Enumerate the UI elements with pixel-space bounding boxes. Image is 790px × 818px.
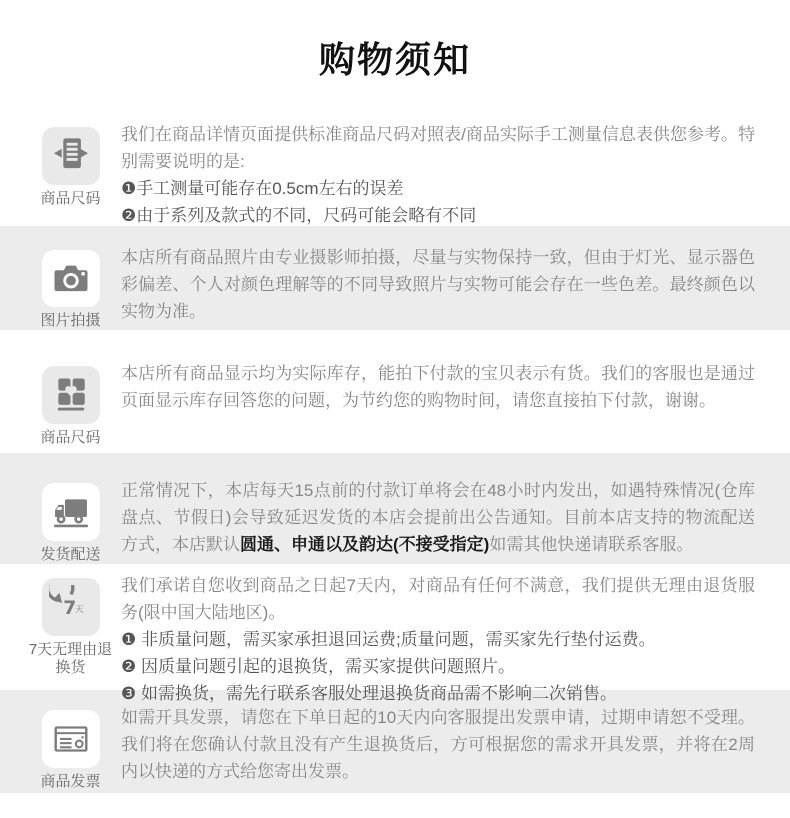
section-paragraph: 如需开具发票，请您在下单日起的10天内向客服提出发票申请，过期申请恕不受理。我们将在您确认付款且没有产生退换货后，方可根据您的需求开具发票，并将在2周内以快递的方式给您寄出发票。 [121, 708, 755, 781]
seven-day-return-icon [42, 578, 100, 636]
bullet-item: ❷ 因质量问题引起的退换货，需买家提供问题照片。 [121, 657, 515, 676]
bullet-item: ❸ 如需换货，需先行联系客服处理退换货商品需不影响二次销售。 [121, 684, 617, 703]
section-return-policy [0, 564, 790, 703]
section-label: 图片拍摄 [40, 312, 101, 329]
delivery-truck-icon [42, 483, 100, 541]
seven-icon-number: 7 [62, 598, 76, 620]
section-label: 商品尺码 [40, 190, 101, 207]
section-paragraph: 我们在商品详情页面提供标准商品尺码对照表/商品实际手工测量信息表供您参考。特别需要说明的是: [121, 125, 755, 171]
stock-box-icon [42, 366, 100, 424]
section-label: 7天无理由退换货 [28, 641, 113, 676]
stock-box-icon-column [33, 360, 108, 453]
size-chart-icon-column [33, 121, 108, 226]
invoice-icon-column [33, 704, 108, 793]
camera-icon [42, 250, 100, 307]
section-shipping [0, 453, 790, 564]
size-chart-icon [42, 127, 100, 185]
seven-icon-unit: 天 [74, 603, 84, 614]
section-paragraph [121, 477, 755, 558]
invoice-icon [42, 710, 100, 768]
shipping-text-pre: 正常情况下，本店每天15点前的付款订单将会在48小时内发出，如遇特殊情况(仓库盘点、节假日)会导致延迟发货的本店会提前出公告通知。目前本店支持的物流配送方式，本店默认 [121, 481, 755, 554]
section-size-chart [0, 113, 790, 226]
section-label: 发货配送 [40, 546, 101, 563]
section-paragraph: 本店所有商品显示均为实际库存，能拍下付款的宝贝表示有货。我们的客服也是通过页面显示库存回答您的问题，为节约您的购物时间，请您直接拍下付款，谢谢。 [121, 364, 755, 410]
section-paragraph: 我们承诺自您收到商品之日起7天内，对商品有任何不满意，我们提供无理由退货服务(限中国大陆地区)。 [121, 576, 755, 622]
truck-icon-column [33, 477, 108, 564]
bullet-item: ❶ 非质量问题，需买家承担退回运费;质量问题，需买家先行垫付运费。 [121, 630, 656, 649]
bullet-item: ❶手工测量可能存在0.5cm左右的误差 [121, 179, 404, 198]
section-paragraph: 本店所有商品照片由专业摄影师拍摄，尽量与实物保持一致，但由于灯光、显示器色彩偏差、个人对颜色理解等的不同导致照片与实物可能会存在一些色差。最终颜色以实物为准。 [121, 248, 755, 321]
bullet-item: ❷由于系列及款式的不同，尺码可能会略有不同 [121, 206, 477, 225]
camera-icon-column [33, 244, 108, 330]
section-invoice [0, 690, 790, 793]
section-stock [0, 330, 790, 453]
shipping-couriers-bold: 圆通、申通以及韵达(不接受指定) [240, 535, 490, 554]
section-photography [0, 226, 790, 330]
section-label: 商品尺码 [40, 429, 101, 446]
shipping-text-post: 如需其他快递请联系客服。 [489, 535, 694, 554]
page-title: 购物须知 [318, 39, 471, 80]
section-label: 商品发票 [40, 773, 101, 790]
return-icon-column [28, 572, 113, 690]
